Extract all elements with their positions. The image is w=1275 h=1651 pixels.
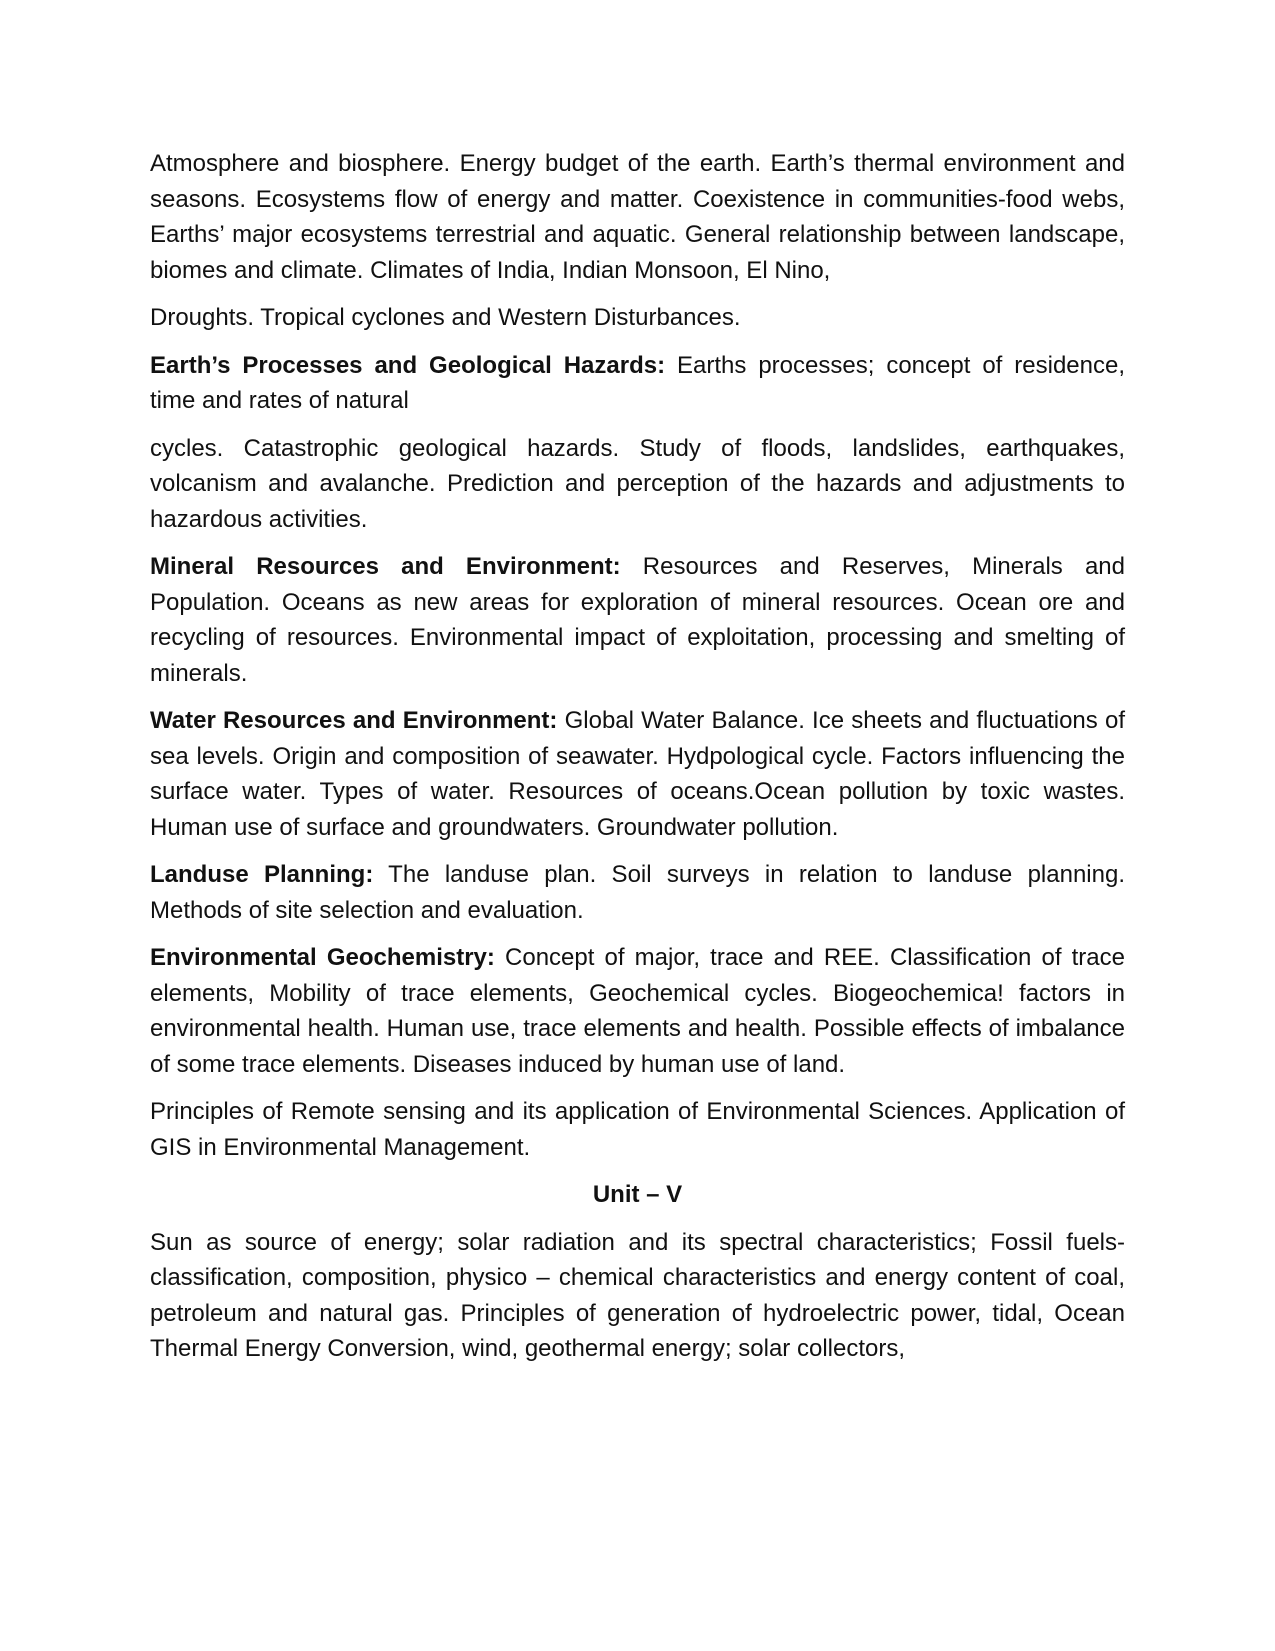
paragraph-atmosphere [150,146,1125,288]
paragraph-text: Principles of Remote sensing and its application of Environmental Sciences. Application of GIS in Environmental Management. [150,1098,1125,1161]
section-heading: Mineral Resources and Environment: [150,553,621,580]
unit-heading: Unit – V [592,1181,683,1208]
paragraph-text: Earths processes; concept of residence, time and rates of natural [150,351,1126,414]
section-heading: Water Resources and Environment: [150,707,558,734]
section-heading: Earth’s Processes and Geological Hazards: [150,351,666,379]
paragraph-droughts [150,300,1125,336]
paragraph-text: Concept of major, trace and REE. Classification of trace elements, Mobility of trace elements, Geochemical cycles. Biogeochemica! factors in environmental health. Human use, trace elements and health. Possible effects of imbalance of some trace elements. Diseases induced by human use of land. [150,944,1125,1078]
document-page [150,146,1125,1379]
paragraph-geochemistry [150,940,1125,1082]
paragraph-text: Resources and Reserves, Minerals and Population. Oceans as new areas for exploration of mineral resources. Ocean ore and recycling of resources. Environmental impact of exploitation, processing and smelting of minerals. [150,553,1125,687]
paragraph-text: Atmosphere and biosphere. Energy budget of the earth. Earth’s thermal environment and seasons. Ecosystems flow of energy and matter. Coexistence in communities-food webs, Earths’ major ecosystems terrestrial and aquatic. General relationship between landscape, biomes and climate. Climates of India, Indian Monsoon, El Nino, [150,150,1125,284]
paragraph-unit-v [150,1225,1125,1367]
section-heading: Landuse Planning: [150,861,374,888]
paragraph-text: The landuse plan. Soil surveys in relation to landuse planning. Methods of site selection and evaluation. [150,861,1125,924]
paragraph-landuse [150,857,1125,928]
section-heading: Environmental Geochemistry: [150,944,495,971]
paragraph-text: Droughts. Tropical cyclones and Western Disturbances. [150,304,741,331]
paragraph-cycles [150,431,1125,538]
paragraph-earth-processes [150,348,1125,419]
paragraph-water-resources [150,703,1125,845]
paragraph-text: Global Water Balance. Ice sheets and fluctuations of sea levels. Origin and composition of seawater. Hydpological cycle. Factors influencing the surface water. Types of water. Resources of oceans.Ocean pollution by toxic wastes. Human use of surface and groundwaters. Groundwater pollution. [150,707,1125,841]
paragraph-text: cycles. Catastrophic geological hazards. Study of floods, landslides, earthquakes, volcanism and avalanche. Prediction and perception of the hazards and adjustments to hazardous activities. [150,434,1125,533]
paragraph-mineral-resources [150,549,1125,691]
paragraph-text: Sun as source of energy; solar radiation and its spectral characteristics; Fossil fuels-classification, composition, physico – chemical characteristics and energy content of coal, petroleum and natural gas. Principles of generation of hydroelectric power, tidal, Ocean Thermal Energy Conversion, wind, geothermal energy; solar collectors, [150,1228,1125,1362]
paragraph-remote-sensing [150,1094,1125,1165]
